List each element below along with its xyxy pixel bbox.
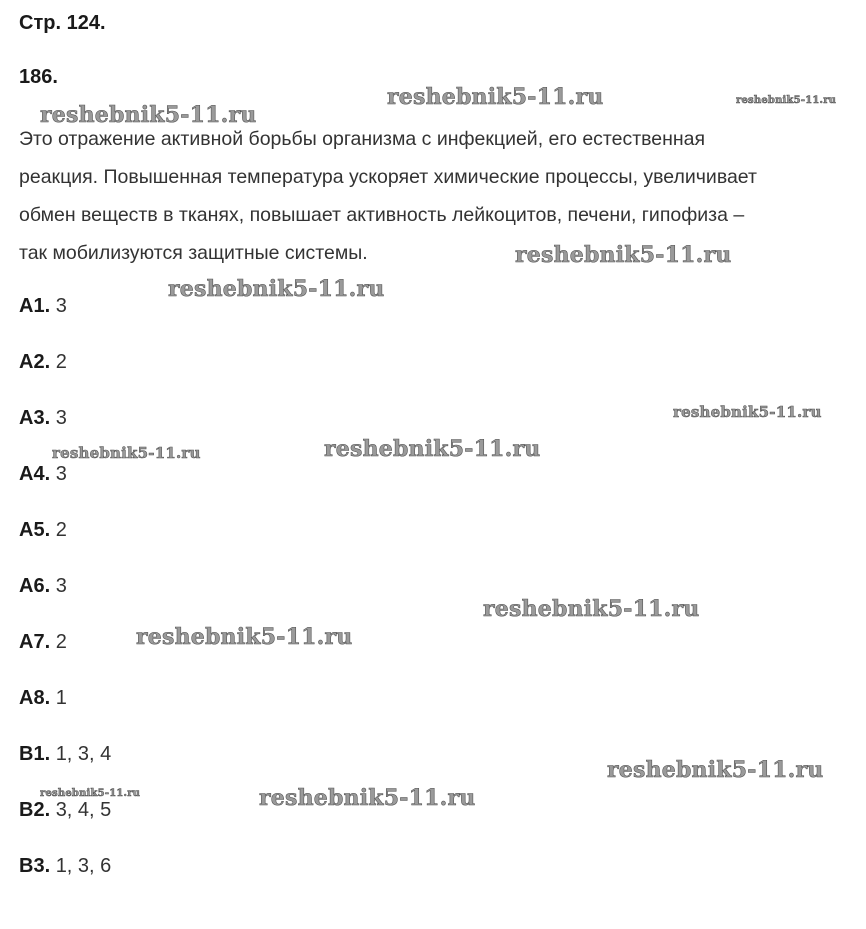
watermark: reshebnik5-11.ru <box>136 624 353 650</box>
answer-label: А8. <box>19 687 51 709</box>
answer-b1 <box>19 743 111 766</box>
answer-value: 2 <box>55 631 67 653</box>
answer-value: 3 <box>55 463 67 485</box>
answer-a2 <box>19 351 67 374</box>
paragraph-line: обмен веществ в тканях, повышает активность лейкоцитов, печени, гипофиза – <box>19 204 745 226</box>
answer-label: А6. <box>19 575 51 597</box>
answer-a6 <box>19 575 67 598</box>
watermark: reshebnik5-11.ru <box>515 242 732 268</box>
answer-label: А5. <box>19 519 51 541</box>
watermark: reshebnik5-11.ru <box>259 785 476 811</box>
watermark: reshebnik5-11.ru <box>387 84 604 110</box>
answer-label: В1. <box>19 743 51 765</box>
watermark: reshebnik5-11.ru <box>483 596 700 622</box>
paragraph-line: реакция. Повышенная температура ускоряет химические процессы, увеличивает <box>19 166 757 188</box>
paragraph-line: так мобилизуются защитные системы. <box>19 242 368 264</box>
answer-a7 <box>19 631 67 654</box>
answer-label: А3. <box>19 407 51 429</box>
answer-label: А1. <box>19 295 51 317</box>
page-number-heading: Стр. 124. <box>19 12 106 34</box>
answer-value: 1, 3, 4 <box>55 743 112 765</box>
answer-value: 1 <box>55 687 67 709</box>
answer-a3 <box>19 407 67 430</box>
answer-a5 <box>19 519 67 542</box>
watermark: reshebnik5-11.ru <box>607 757 824 783</box>
answer-label: А2. <box>19 351 51 373</box>
watermark: reshebnik5-11.ru <box>673 403 822 421</box>
answer-label: А4. <box>19 463 51 485</box>
answer-value: 3 <box>55 407 67 429</box>
answer-value: 2 <box>55 519 67 541</box>
answer-label: В3. <box>19 855 51 877</box>
answer-value: 3 <box>55 295 67 317</box>
watermark: reshebnik5-11.ru <box>168 276 385 302</box>
answer-label: А7. <box>19 631 51 653</box>
answer-value: 3 <box>55 575 67 597</box>
answer-a4 <box>19 463 67 486</box>
answer-b2 <box>19 799 111 822</box>
watermark: reshebnik5-11.ru <box>736 95 837 106</box>
answer-a8 <box>19 687 67 710</box>
answer-label: В2. <box>19 799 51 821</box>
watermark: reshebnik5-11.ru <box>40 788 141 799</box>
task-answer-paragraph <box>19 120 864 272</box>
watermark: reshebnik5-11.ru <box>40 102 257 128</box>
watermark: reshebnik5-11.ru <box>324 436 541 462</box>
answer-value: 1, 3, 6 <box>55 855 112 877</box>
answer-b3 <box>19 855 111 878</box>
answer-a1 <box>19 295 67 318</box>
answer-value: 2 <box>55 351 67 373</box>
watermark: reshebnik5-11.ru <box>52 444 201 462</box>
answer-value: 3, 4, 5 <box>55 799 112 821</box>
task-number: 186. <box>19 66 58 88</box>
paragraph-line: Это отражение активной борьбы организма с инфекцией, его естественная <box>19 128 706 150</box>
